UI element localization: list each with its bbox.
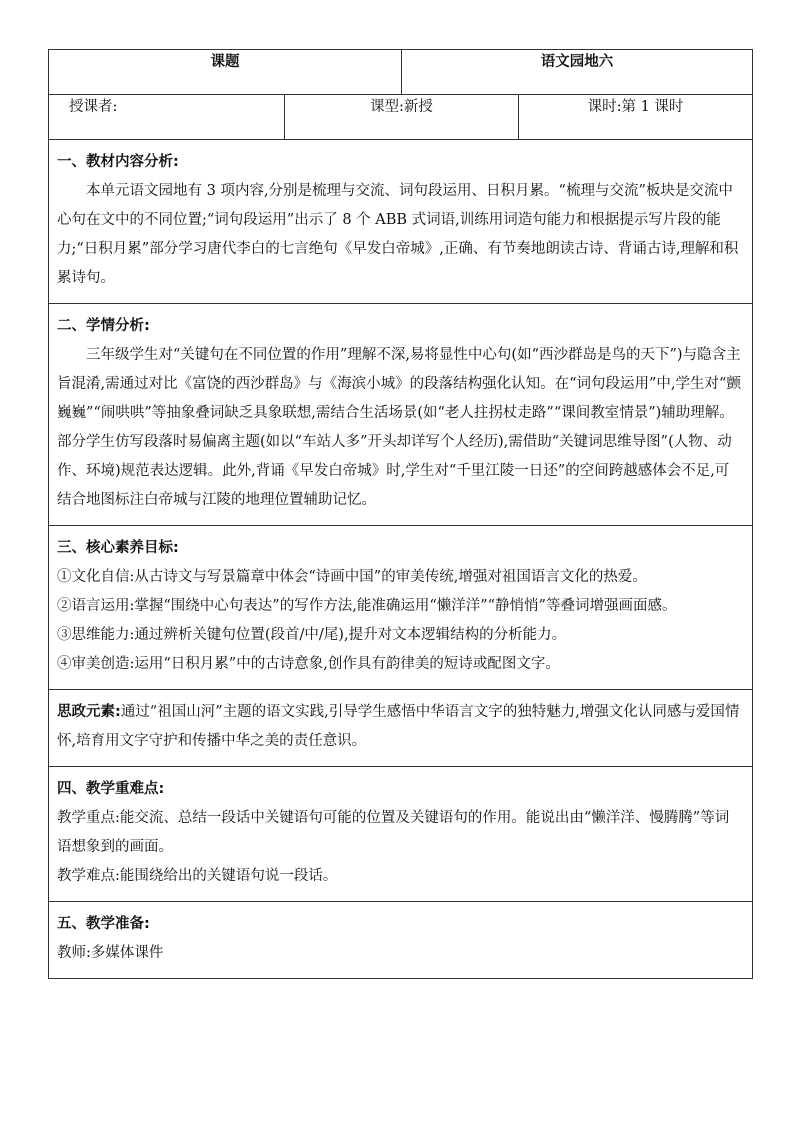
key-points-title: 四、教学重难点: [57, 781, 165, 797]
material-analysis-text: 本单元语文园地有 3 项内容,分别是梳理与交流、词句段运用、日积月累。“梳理与交流”板块是交流中心句在文中的不同位置;“词句段运用”出示了 8 个 ABB 式词语,训练用词造句能力和根据提示写片段的能力;“日积月累”部分学习唐代李白的七言绝句《早发白帝城》,正确、有节奏地朗读古诗、背诵古诗,理解和积累诗句。 [57, 183, 739, 286]
goal-item: ①文化自信:从古诗文与写景篇章中体会“诗画中国”的审美传统,增强对祖国语言文化的热爱。 [57, 569, 647, 585]
goal-item: ②语言运用:掌握“围绕中心句表达”的写作方法,能准确运用“懒洋洋”“静悄悄”等叠词增强画面感。 [57, 598, 677, 614]
material-analysis-title: 一、教材内容分析: [57, 154, 179, 170]
goal-item: ④审美创造:运用“日积月累”中的古诗意象,创作具有韵律美的短诗或配图文字。 [57, 656, 560, 672]
lesson-plan-table [48, 49, 753, 979]
preparation-text: 教师:多媒体课件 [57, 945, 164, 961]
lesson-plan-sheet [48, 49, 752, 979]
lesson-type-field: 课型:新授 [370, 99, 433, 115]
ideology-text: 通过“祖国山河”主题的语文实践,引导学生感悟中华语言文字的独特魅力,增强文化认同感与爱国情怀,培育用文字守护和传播中华之美的责任意识。 [57, 704, 740, 749]
material-analysis-row [49, 140, 753, 304]
ideology-row [49, 690, 753, 767]
teaching-difficulty-text: 教学难点:能围绕给出的关键语句说一段话。 [57, 868, 338, 884]
core-goals-title: 三、核心素养目标: [57, 540, 179, 556]
goal-item: ③思维能力:通过辨析关键句位置(段首/中/尾),提升对文本逻辑结构的分析能力。 [57, 627, 567, 643]
meta-row [49, 95, 753, 140]
key-points-row [49, 767, 753, 902]
teacher-field: 授课者: [69, 99, 118, 115]
core-goals-row [49, 526, 753, 690]
preparation-title: 五、教学准备: [57, 916, 150, 932]
student-analysis-title: 二、学情分析: [57, 318, 150, 334]
ideology-label: 思政元素: [57, 704, 121, 720]
periods-field: 课时:第 1 课时 [587, 99, 684, 115]
student-analysis-row [49, 304, 753, 526]
preparation-row [49, 902, 753, 979]
teaching-focus-text: 教学重点:能交流、总结一段话中关键语句可能的位置及关键语句的作用。能说出由“懒洋洋、慢腾腾”等词语想象到的画面。 [57, 810, 730, 855]
topic-row [49, 50, 753, 95]
ideology-paragraph [57, 698, 742, 756]
student-analysis-text: 三年级学生对“关键句在不同位置的作用”理解不深,易将显性中心句(如“西沙群岛是鸟的天下”)与隐含主旨混淆,需通过对比《富饶的西沙群岛》与《海滨小城》的段落结构强化认知。在“词句段运用”中,学生对“颤巍巍”“闹哄哄”等抽象叠词缺乏具象联想,需结合生活场景(如“老人拄拐杖走路”“课间教室情景”)辅助理解。部分学生仿写段落时易偏离主题(如以“车站人多”开头却详写个人经历),需借助“关键词思维导图”(人物、动作、环境)规范表达逻辑。此外,背诵《早发白帝城》时,学生对“千里江陵一日还”的空间跨越感体会不足,可结合地图标注白帝城与江陵的地理位置辅助记忆。 [57, 347, 741, 508]
topic-label: 课题 [210, 53, 240, 70]
topic-value: 语文园地六 [540, 53, 614, 70]
